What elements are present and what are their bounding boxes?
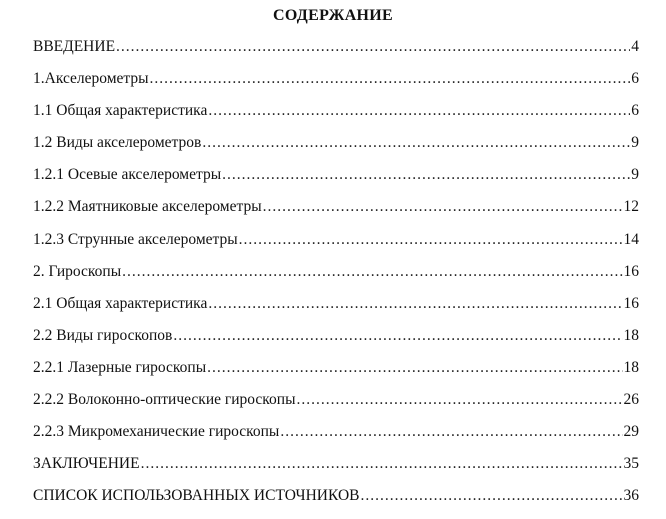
toc-entry-2-2 [33,327,639,359]
toc-entry-page: 4 [631,38,639,55]
toc-entry-label: СПИСОК ИСПОЛЬЗОВАННЫХ ИСТОЧНИКОВ [33,487,360,505]
toc-entry-1-2-2 [33,198,639,230]
toc-entry-2-2-3 [33,423,639,455]
toc-entry-label: 1.2.2 Маятниковые акселерометры [33,198,262,216]
dot-leader [207,359,622,377]
toc-entry-gyroscopes [33,263,639,295]
dot-leader [150,70,631,88]
toc-entry-page: 18 [623,326,639,344]
toc-entry-label: 2.2.2 Волоконно-оптические гироскопы [33,391,296,409]
toc-entry-label: 2.1 Общая характеристика [33,294,208,312]
toc-entry-2-2-2 [33,391,639,423]
toc-entry-conclusion [33,455,639,487]
toc-entry-page: 12 [623,198,639,216]
toc-entry-page: 36 [623,487,639,505]
dot-leader [208,102,630,120]
toc-entry-accelerometers [33,70,639,102]
dot-leader [239,231,623,249]
toc-entry-2-1 [33,295,639,327]
dot-leader [263,198,623,216]
toc-entry-page: 29 [623,423,639,441]
toc-entry-label: 1.2.1 Осевые акселерометры [33,166,222,184]
dot-leader [141,455,623,473]
toc-entry-label: 2.2.1 Лазерные гироскопы [33,358,207,376]
toc-entry-page: 14 [623,230,639,248]
toc-entry-page: 18 [623,358,639,376]
toc-entry-2-2-1 [33,359,639,391]
dot-leader [122,263,622,281]
toc-entry-1-2-3 [33,231,639,263]
dot-leader [173,327,622,345]
toc-entry-label: 2. Гироскопы [33,262,122,280]
toc-entry-1-1 [33,102,639,134]
toc-entry-page: 9 [631,134,639,152]
toc-entry-page: 6 [631,102,639,120]
toc-entry-label: 1.1 Общая характеристика [33,102,208,120]
toc-entry-1-2 [33,134,639,166]
dot-leader [280,423,622,441]
dot-leader [297,391,623,409]
toc-entry-label: 1.2.3 Струнные акселерометры [33,230,238,248]
toc-entry-label: ЗАКЛЮЧЕНИЕ [33,455,140,473]
dot-leader [360,487,622,505]
toc-entry-page: 35 [623,455,639,473]
page-title: СОДЕРЖАНИЕ [272,7,394,24]
toc-entry-page: 9 [631,166,639,184]
toc-entry-label: 1.2 Виды акселерометров [33,134,202,152]
table-of-contents [33,38,639,519]
dot-leader [116,38,630,56]
toc-entry-label: ВВЕДЕНИЕ [33,38,116,55]
toc-entry-page: 16 [623,262,639,280]
toc-entry-label: 2.2 Виды гироскопов [33,326,173,344]
dot-leader [222,166,630,184]
dot-leader [202,134,630,152]
toc-entry-label: 1.Акселерометры [33,70,149,88]
toc-entry-page: 16 [623,294,639,312]
toc-entry-label: 2.2.3 Микромеханические гироскопы [33,423,280,441]
toc-entry-1-2-1 [33,166,639,198]
toc-entry-page: 6 [631,70,639,88]
dot-leader [208,295,622,313]
toc-entry-page: 26 [623,391,639,409]
toc-entry-references [33,487,639,519]
toc-entry-introduction [33,38,639,70]
